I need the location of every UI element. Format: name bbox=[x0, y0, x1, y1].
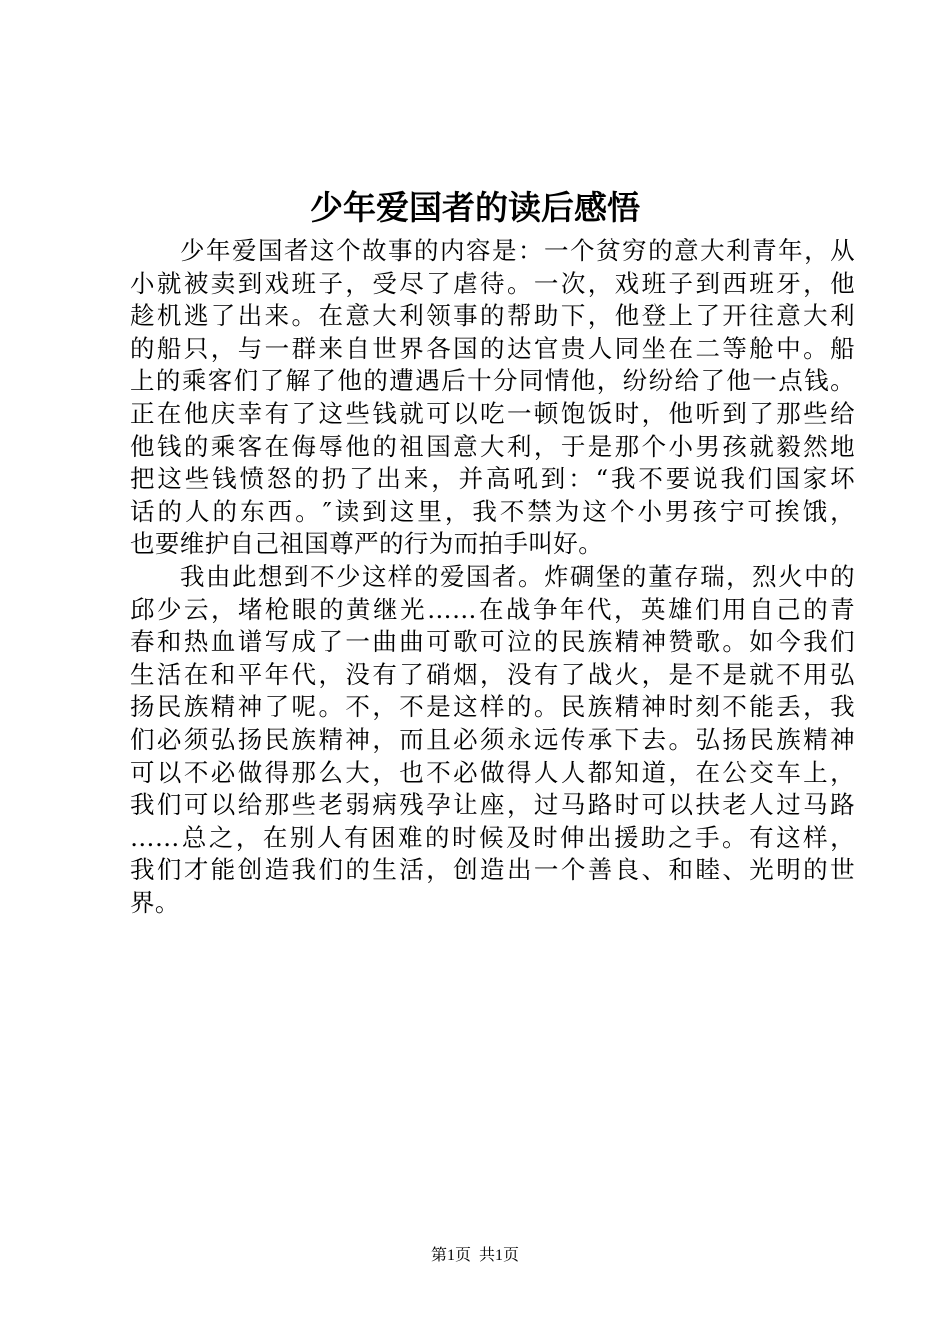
page-footer bbox=[0, 1244, 950, 1268]
text-line: 小就被卖到戏班子，受尽了虐待。一次，戏班子到西班牙，他 bbox=[130, 268, 855, 298]
text-line: 也要维护自己祖国尊严的行为而拍手叫好。 bbox=[130, 529, 604, 559]
page-count: 共1页 bbox=[479, 1247, 520, 1264]
text-line: 正在他庆幸有了这些钱就可以吃一顿饱饭时，他听到了那些给 bbox=[130, 398, 855, 428]
text-line: 上的乘客们了解了他的遭遇后十分同情他，纷纷给了他一点钱。 bbox=[130, 366, 855, 396]
text-line: 他钱的乘客在侮辱他的祖国意大利，于是那个小男孩就毅然地 bbox=[130, 431, 855, 461]
text-line: 趁机逃了出来。在意大利领事的帮助下，他登上了开往意大利 bbox=[130, 301, 855, 331]
page-number: 第1页 bbox=[430, 1247, 471, 1264]
text-line: 的船只，与一群来自世界各国的达官贵人同坐在二等舱中。船 bbox=[130, 333, 855, 363]
text-line: 我们才能创造我们的生活，创造出一个善良、和睦、光明的世 bbox=[130, 855, 855, 885]
text-line: 扬民族精神了呢。不，不是这样的。民族精神时刻不能丢，我 bbox=[130, 692, 855, 722]
text-line: 我由此想到不少这样的爱国者。炸碉堡的董存瑞，烈火中的 bbox=[180, 561, 855, 591]
text-line: 话的人的东西。″读到这里，我不禁为这个小男孩宁可挨饿， bbox=[130, 496, 855, 526]
text-line: 们必须弘扬民族精神，而且必须永远传承下去。弘扬民族精神 bbox=[130, 724, 855, 754]
text-line: 邱少云，堵枪眼的黄继光……在战争年代，英雄们用自己的青 bbox=[130, 594, 855, 624]
paragraph-1 bbox=[130, 235, 855, 561]
text-line: 把这些钱愤怒的扔了出来，并高吼到：“我不要说我们国家坏 bbox=[130, 464, 855, 494]
paragraph-2 bbox=[130, 561, 855, 920]
text-line: 少年爱国者这个故事的内容是：一个贫穷的意大利青年，从 bbox=[180, 236, 855, 265]
text-line: 界。 bbox=[130, 887, 180, 917]
text-line: 春和热血谱写成了一曲曲可歌可泣的民族精神赞歌。如今我们 bbox=[130, 627, 855, 657]
text-line: ……总之，在别人有困难的时候及时伸出援助之手。有这样， bbox=[130, 822, 855, 852]
document-body bbox=[130, 235, 855, 919]
text-line: 生活在和平年代，没有了硝烟，没有了战火，是不是就不用弘 bbox=[130, 659, 855, 689]
document-title: 少年爱国者的读后感悟 bbox=[310, 188, 640, 227]
text-line: 我们可以给那些老弱病残孕让座，过马路时可以扶老人过马路 bbox=[130, 790, 855, 820]
text-line: 可以不必做得那么大，也不必做得人人都知道，在公交车上， bbox=[130, 757, 855, 787]
